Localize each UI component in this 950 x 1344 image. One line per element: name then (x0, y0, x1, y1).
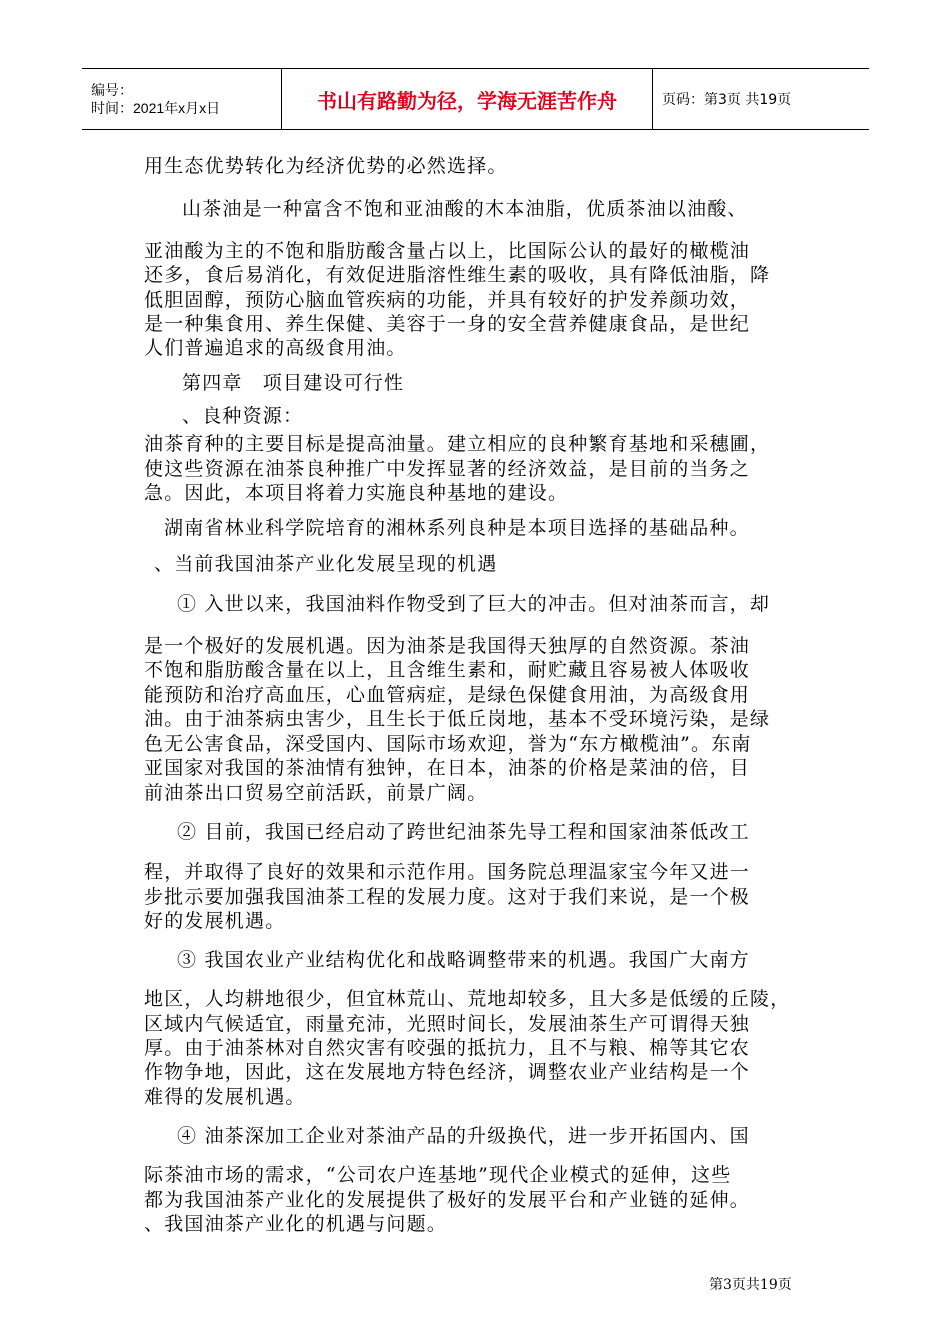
text-line: 作物争地，因此，这在发展地方特色经济，调整农业产业结构是一个 (144, 1061, 751, 1083)
section-heading: 、我国油茶产业化的机遇与问题。 (144, 1213, 448, 1235)
text-line: 色无公害食品，深受国内、国际市场欢迎，誉为“东方橄榄油”。东南 (144, 733, 752, 755)
text-line: 地区，人均耕地很少，但宜林荒山、荒地却较多，且大多是低缓的丘陵， (144, 988, 791, 1010)
text-line: 山茶油是一种富含不饱和亚油酸的木本油脂，优质茶油以油酸、 (182, 198, 748, 220)
text-line: 能预防和治疗高血压，心血管病症，是绿色保健食用油，为高级食用 (144, 684, 751, 706)
section-heading: 、当前我国油茶产业化发展呈现的机遇 (154, 553, 498, 575)
text-line: 前油茶出口贸易空前活跃，前景广阔。 (144, 782, 488, 804)
date-label: 时间：2021年x月x日 (91, 100, 221, 116)
footer-page-number: 第3页共19页 (709, 1277, 792, 1293)
text-line: 步批示要加强我国油茶工程的发展力度。这对于我们来说，是一个极 (144, 886, 751, 908)
text-line: 是一个极好的发展机遇。因为油茶是我国得天独厚的自然资源。茶油 (144, 635, 751, 657)
text-line: 都为我国油茶产业化的发展提供了极好的发展平台和产业链的延伸。 (144, 1189, 751, 1211)
chapter-heading: 第四章 项目建设可行性 (182, 372, 405, 394)
text-line: 不饱和脂肪酸含量在以上，且含维生素和，耐贮藏且容易被人体吸收 (144, 659, 751, 681)
text-line: 急。因此，本项目将着力实施良种基地的建设。 (144, 482, 569, 504)
text-line: 湖南省林业科学院培育的湘林系列良种是本项目选择的基础品种。 (164, 517, 750, 539)
text-line: ② 目前，我国已经启动了跨世纪油茶先导工程和国家油茶低改工 (177, 821, 750, 843)
text-line: 用生态优势转化为经济优势的必然选择。 (144, 155, 508, 177)
section-heading: 、良种资源： (182, 405, 304, 427)
serial-number-label: 编号： (91, 82, 133, 98)
page-header (82, 68, 869, 130)
text-line: 还多，食后易消化，有效促进脂溶性维生素的吸收，具有降低油脂，降 (144, 264, 771, 286)
text-line: 区域内气候适宜，雨量充沛，光照时间长，发展油茶生产可谓得天独 (144, 1013, 751, 1035)
text-line: 人们普遍追求的高级食用油。 (144, 337, 407, 359)
text-line: ④ 油茶深加工企业对茶油产品的升级换代，进一步开拓国内、国 (177, 1125, 750, 1147)
text-line: 难得的发展机遇。 (144, 1086, 306, 1108)
text-line: 亚油酸为主的不饱和脂肪酸含量占以上，比国际公认的最好的橄榄油 (144, 240, 751, 262)
text-line: 油茶育种的主要目标是提高油量。建立相应的良种繁育基地和采穗圃， (144, 433, 771, 455)
text-line: 是一种集食用、养生保健、美容于一身的安全营养健康食品，是世纪 (144, 313, 751, 335)
text-line: 程，并取得了良好的效果和示范作用。国务院总理温家宝今年又进一 (144, 861, 751, 883)
text-line: 油。由于油茶病虫害少，且生长于低丘岗地，基本不受环境污染，是绿 (144, 708, 771, 730)
header-motto: 书山有路勤为径，学海无涯苦作舟 (282, 69, 653, 129)
text-line: 使这些资源在油茶良种推广中发挥显著的经济效益，是目前的当务之 (144, 458, 751, 480)
header-page-number: 页码：第3页 共19页 (662, 92, 792, 108)
text-line: 厚。由于油茶林对自然灾害有咬强的抵抗力，且不与粮、棉等其它农 (144, 1037, 751, 1059)
text-line: 低胆固醇，预防心脑血管疾病的功能，并具有较好的护发养颜功效， (144, 289, 751, 311)
text-line: ③ 我国农业产业结构优化和战略调整带来的机遇。我国广大南方 (177, 949, 750, 971)
text-line: 际茶油市场的需求，“公司农户连基地”现代企业模式的延伸，这些 (144, 1164, 732, 1186)
text-line: 亚国家对我国的茶油情有独钟，在日本，油茶的价格是菜油的倍，目 (144, 757, 751, 779)
text-line: 好的发展机遇。 (144, 910, 286, 932)
header-meta (82, 69, 282, 129)
text-line: ① 入世以来，我国油料作物受到了巨大的冲击。但对油茶而言，却 (177, 593, 771, 615)
